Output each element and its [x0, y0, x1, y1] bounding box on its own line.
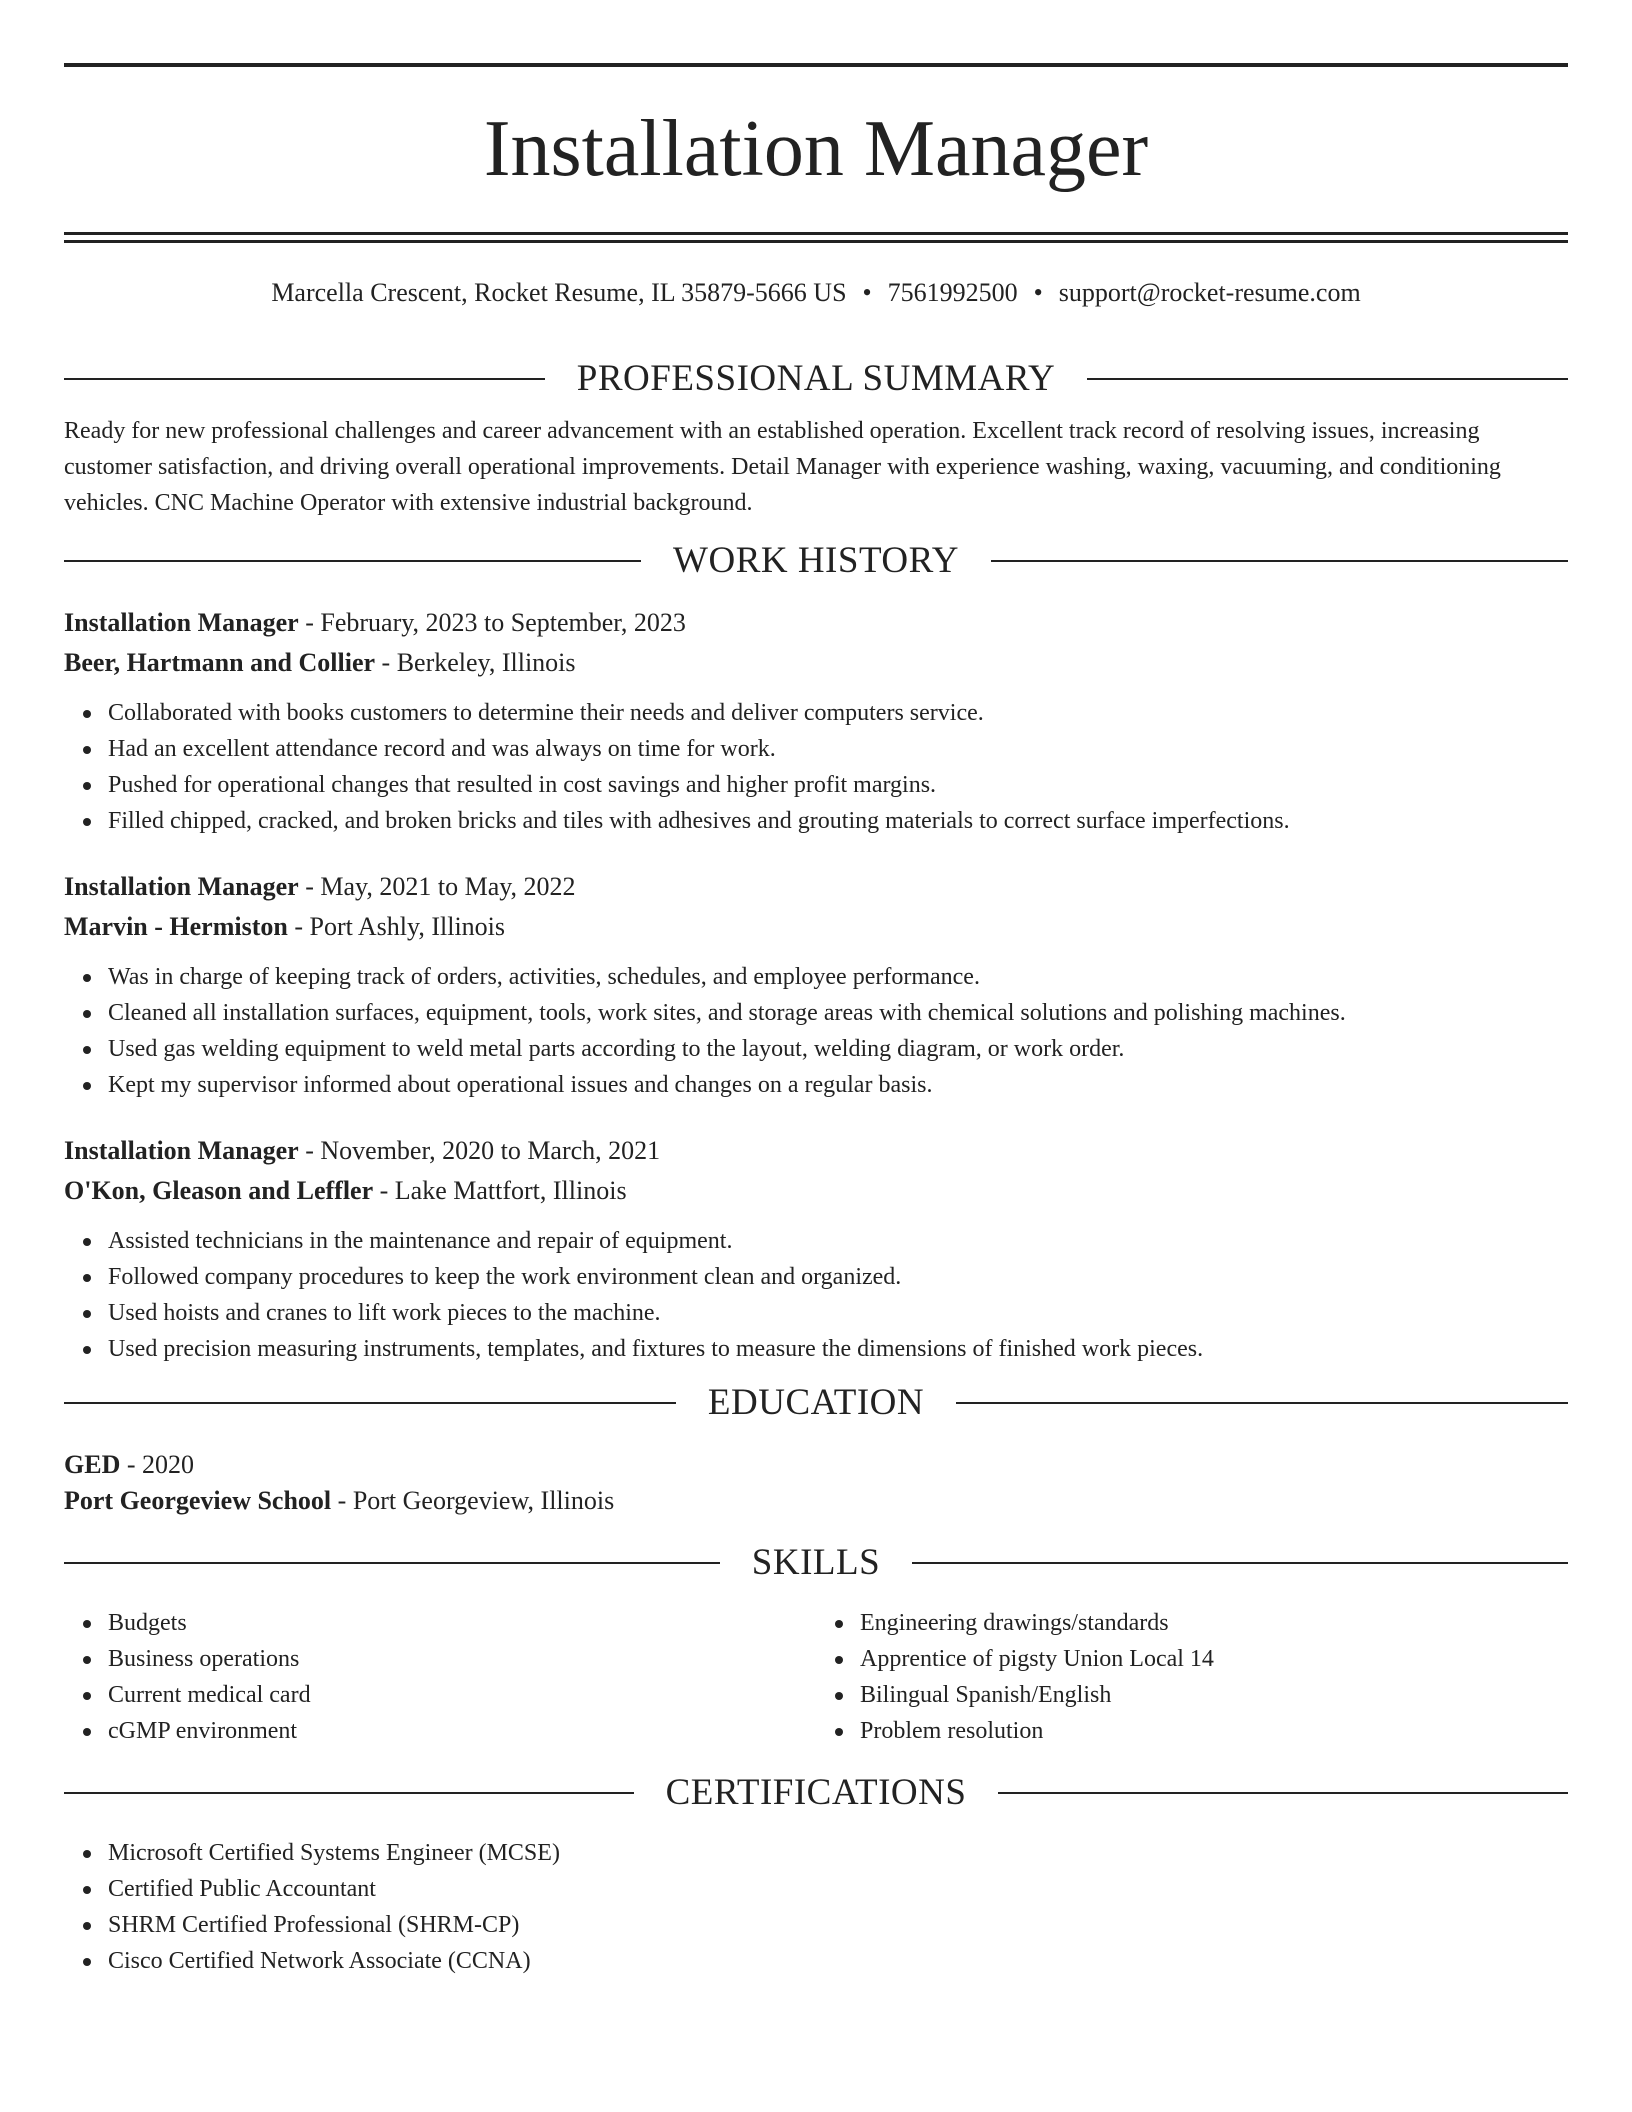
education-school-line — [64, 1483, 1568, 1519]
contact-email: support@rocket-resume.com — [1058, 278, 1361, 307]
summary-text: Ready for new professional challenges and career advancement with an established operation. Excellent track record of resolving issues, increasing customer satisfaction, and driving overall operational improvements. Detail Manager with experience washing, waxing, vacuuming, and conditioning vehicles. CNC Machine Operator with extensive industrial background. — [64, 418, 1501, 516]
job-location: - Lake Mattfort, Illinois — [373, 1176, 627, 1205]
certification-item: SHRM Certified Professional (SHRM-CP) — [108, 1907, 1568, 1943]
skills-heading — [64, 1543, 1568, 1583]
job-title: Installation Manager — [64, 608, 299, 637]
header-double-rule — [64, 232, 1568, 243]
certification-item: Microsoft Certified Systems Engineer (MCSE) — [108, 1835, 1568, 1871]
skill-item: Apprentice of pigsty Union Local 14 — [860, 1641, 1568, 1677]
certification-item: Cisco Certified Network Associate (CCNA) — [108, 1943, 1568, 1979]
work-history-heading — [64, 541, 1568, 581]
education-year: - 2020 — [120, 1450, 195, 1479]
job-title: Installation Manager — [64, 1136, 299, 1165]
heading-rule — [64, 378, 545, 380]
job-bullet: Filled chipped, cracked, and broken bricks and tiles with adhesives and grouting materials to correct surface imperfections. — [108, 803, 1568, 839]
job-bullet: Used gas welding equipment to weld metal parts according to the layout, welding diagram, or work order. — [108, 1031, 1568, 1067]
education-degree: GED — [64, 1450, 121, 1479]
contact-address: Marcella Crescent, Rocket Resume, IL 35879-5666 US — [271, 278, 847, 307]
skill-item: Problem resolution — [860, 1713, 1568, 1749]
heading-rule — [956, 1402, 1568, 1404]
job-bullet: Assisted technicians in the maintenance and repair of equipment. — [108, 1223, 1568, 1259]
certifications-list — [64, 1835, 1568, 1979]
job-location: - Berkeley, Illinois — [375, 648, 576, 677]
heading-rule — [64, 1402, 676, 1404]
job-dates: - February, 2023 to September, 2023 — [298, 608, 686, 637]
job-bullet: Pushed for operational changes that resulted in cost savings and higher profit margins. — [108, 767, 1568, 803]
job-dates: - May, 2021 to May, 2022 — [298, 872, 576, 901]
education-heading — [64, 1383, 1568, 1423]
resume-page — [64, 0, 1568, 1979]
certifications-heading — [64, 1773, 1568, 1813]
education-degree-line — [64, 1447, 1568, 1483]
job-company-line — [64, 645, 1568, 681]
resume-title: Installation Manager — [483, 105, 1149, 193]
heading-rule — [991, 560, 1568, 562]
heading-rule — [1087, 378, 1568, 380]
skills-list-right — [816, 1605, 1568, 1749]
education-location: - Port Georgeview, Illinois — [331, 1486, 615, 1515]
job-bullet: Collaborated with books customers to determine their needs and deliver computers service. — [108, 695, 1568, 731]
certifications-heading-label: CERTIFICATIONS — [665, 1772, 967, 1813]
job-title-line — [64, 869, 1568, 905]
summary-heading — [64, 359, 1568, 399]
heading-rule — [64, 560, 641, 562]
job-title: Installation Manager — [64, 872, 299, 901]
job-bullets — [64, 1223, 1568, 1367]
education-entry — [64, 1447, 1568, 1519]
skill-item: Budgets — [108, 1605, 816, 1641]
job-entry — [64, 605, 1568, 839]
job-entry — [64, 1133, 1568, 1367]
skills-list-left — [64, 1605, 816, 1749]
job-company: Marvin - Hermiston — [64, 912, 288, 941]
heading-rule — [64, 1792, 634, 1794]
contact-separator: • — [862, 278, 872, 307]
education-school: Port Georgeview School — [64, 1486, 332, 1515]
job-company: Beer, Hartmann and Collier — [64, 648, 376, 677]
job-bullet: Used hoists and cranes to lift work pieces to the machine. — [108, 1295, 1568, 1331]
education-heading-label: EDUCATION — [707, 1382, 925, 1423]
job-bullet: Had an excellent attendance record and was always on time for work. — [108, 731, 1568, 767]
job-title-line — [64, 1133, 1568, 1169]
heading-rule — [998, 1792, 1568, 1794]
skill-item: Engineering drawings/standards — [860, 1605, 1568, 1641]
skill-item: Current medical card — [108, 1677, 816, 1713]
job-bullets — [64, 695, 1568, 839]
job-entry — [64, 869, 1568, 1103]
job-bullet: Cleaned all installation surfaces, equipment, tools, work sites, and storage areas with chemical solutions and polishing machines. — [108, 995, 1568, 1031]
job-company-line — [64, 909, 1568, 945]
job-bullet: Followed company procedures to keep the work environment clean and organized. — [108, 1259, 1568, 1295]
header-top-rule — [64, 63, 1568, 67]
job-company-line — [64, 1173, 1568, 1209]
job-bullet: Was in charge of keeping track of orders, activities, schedules, and employee performance. — [108, 959, 1568, 995]
skill-item: cGMP environment — [108, 1713, 816, 1749]
job-title-line — [64, 605, 1568, 641]
skills-grid — [64, 1605, 1568, 1749]
contact-separator: • — [1033, 278, 1043, 307]
job-dates: - November, 2020 to March, 2021 — [298, 1136, 661, 1165]
heading-rule — [912, 1562, 1568, 1564]
summary-heading-label: PROFESSIONAL SUMMARY — [576, 358, 1056, 399]
job-location: - Port Ashly, Illinois — [287, 912, 506, 941]
contact-line — [64, 275, 1568, 311]
heading-rule — [64, 1562, 720, 1564]
job-company: O'Kon, Gleason and Leffler — [64, 1176, 374, 1205]
contact-phone: 7561992500 — [887, 278, 1018, 307]
certification-item: Certified Public Accountant — [108, 1871, 1568, 1907]
work-history-heading-label: WORK HISTORY — [673, 540, 959, 581]
skill-item: Business operations — [108, 1641, 816, 1677]
job-bullet: Used precision measuring instruments, templates, and fixtures to measure the dimensions of finished work pieces. — [108, 1331, 1568, 1367]
job-bullets — [64, 959, 1568, 1103]
skills-heading-label: SKILLS — [751, 1542, 881, 1583]
job-bullet: Kept my supervisor informed about operational issues and changes on a regular basis. — [108, 1067, 1568, 1103]
skill-item: Bilingual Spanish/English — [860, 1677, 1568, 1713]
